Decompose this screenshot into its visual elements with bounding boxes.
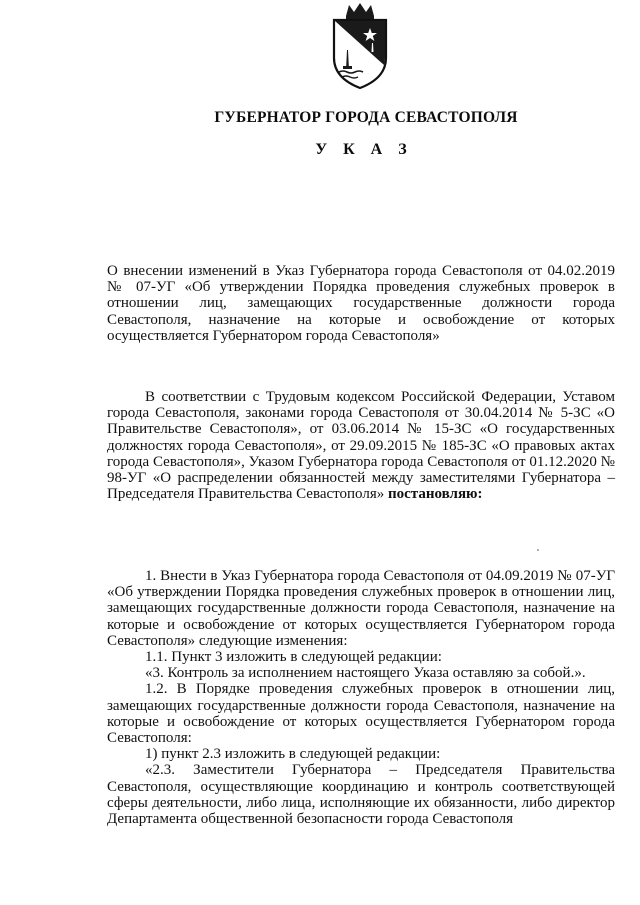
document-type-title: У К А З xyxy=(315,141,413,158)
subject-text: О внесении изменений в Указ Губернатора города Севастополя от 04.02.2019 № 07-УГ «Об утверждении Порядка проведения служебных проверок в отношении лиц, замещающих государственные должности города Севастополя, назначение на которые и освобождение от которых осуществляется Губернатором города Севастополя» xyxy=(107,263,615,344)
scan-speck xyxy=(537,549,539,551)
preamble-text: В соответствии с Трудовым кодексом Российской Федерации, Уставом города Севастополя, законами города Севастополя от 30.04.2014 № 5-ЗС «О Правительстве Севастополя», от 03.06.2014 № 15-ЗС «О государственных должностях города Севастополя», от 29.09.2015 № 185-ЗС «О правовых актах города Севастополя», Указом Губернатора города Севастополя от 01.12.2020 № 98-УГ «О распределении обязанностей между заместителями Губернатора – Председателя Правительства Севастополя» xyxy=(107,389,615,503)
paragraph-2-3-quote: «2.3. Заместители Губернатора – Председателя Правительства Севастополя, осуществляющие координацию и контроль соответствующей сферы деятельности, либо лица, исполняющие их обязанности, либо директор Департамента общественной безопасности города Севастополя xyxy=(107,762,615,828)
document-subject xyxy=(107,263,615,344)
authority-title: ГУБЕРНАТОР ГОРОДА СЕВАСТОПОЛЯ xyxy=(214,109,518,126)
sevastopol-coat-of-arms-icon xyxy=(326,2,394,90)
paragraph-1-1: 1.1. Пункт 3 изложить в следующей редакции: xyxy=(145,649,442,666)
paragraph-1-1-quote: «3. Контроль за исполнением настоящего Указа оставляю за собой.». xyxy=(145,665,586,682)
resolve-word: постановляю: xyxy=(388,486,483,503)
preamble xyxy=(107,389,615,502)
paragraph-1-2: 1.2. В Порядке проведения служебных проверок в отношении лиц, замещающих государственные должности города Севастополя, назначение на которые и освобождение от которых осуществляется Губернатором города Севастополя: xyxy=(107,681,615,747)
paragraph-1: 1. Внести в Указ Губернатора города Севастополя от 04.09.2019 № 07-УГ «Об утверждении Порядка проведения служебных проверок в отношении лиц, замещающих государственные должности города Севастополя, назначение на которые и освобождение от которых осуществляется Губернатором города Севастополя» следующие изменения: xyxy=(107,568,615,649)
paragraph-1-2-item-1: 1) пункт 2.3 изложить в следующей редакции: xyxy=(145,746,441,763)
decree-body xyxy=(107,568,615,827)
